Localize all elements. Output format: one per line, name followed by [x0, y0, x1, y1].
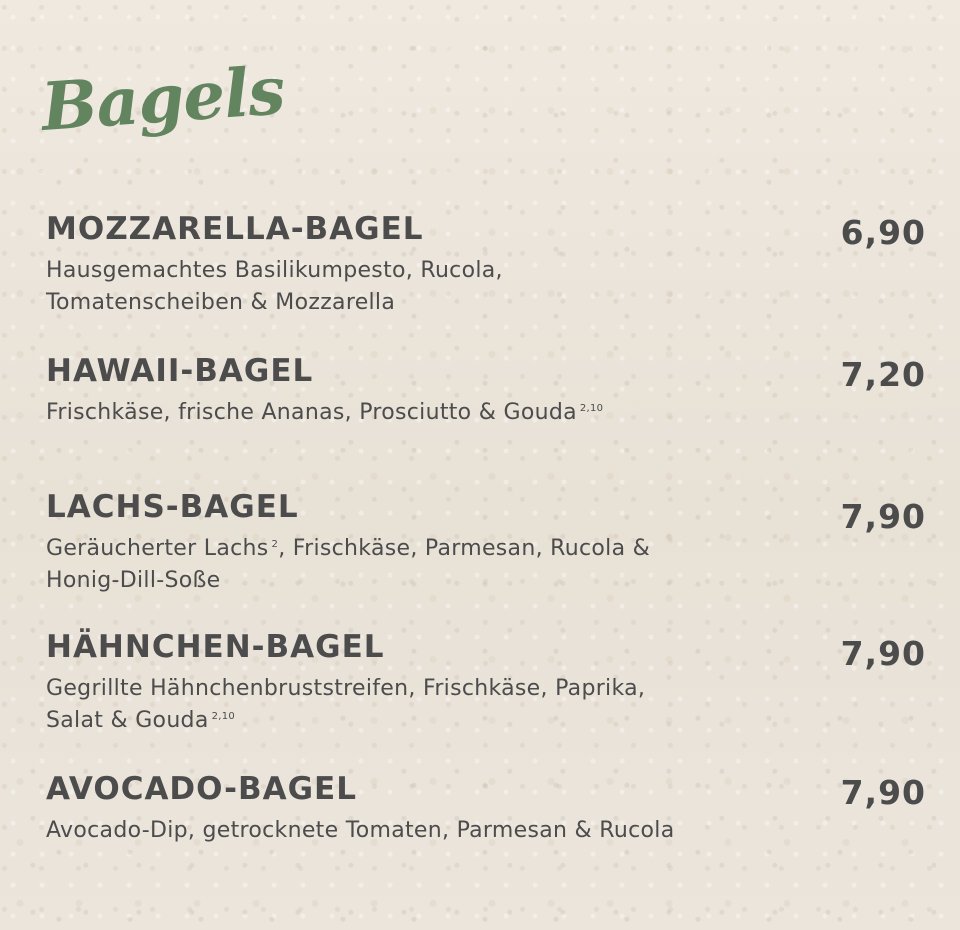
menu-item-name: HAWAII-BAGEL: [46, 353, 314, 389]
menu-section-title: Bagels: [38, 51, 287, 146]
menu-item-name: MOZZARELLA-BAGEL: [46, 211, 424, 247]
menu-item-price: 7,90: [840, 497, 926, 536]
menu-item-price: 6,90: [840, 213, 926, 252]
menu-item-price: 7,90: [840, 773, 926, 812]
menu-item-description-continuation: , Frischkäse, Parmesan, Rucola & Honig-Dill-Soße: [46, 536, 651, 593]
menu-item-description: Avocado-Dip, getrocknete Tomaten, Parmesan & Rucola: [46, 818, 675, 843]
menu-item-price: 7,90: [840, 634, 926, 673]
menu-item-description-text: Gegrillte Hähnchenbruststreifen, Frischkäse, Paprika, Salat & Gouda: [46, 676, 646, 733]
menu-item-name: LACHS-BAGEL: [46, 489, 299, 525]
menu-item-name: AVOCADO-BAGEL: [46, 771, 357, 807]
menu-item-description: [46, 533, 686, 597]
menu-item-description-text: Geräucherter Lachs: [46, 536, 269, 561]
allergen-superscript: 2: [271, 538, 279, 550]
menu-item-description-text: Frischkäse, frische Ananas, Prosciutto & Gouda: [46, 400, 577, 425]
menu-item-description: Hausgemachtes Basilikumpesto, Rucola, Tomatenscheiben & Mozzarella: [46, 258, 503, 315]
allergen-superscript: 2,10: [211, 710, 236, 722]
menu-item-price: 7,20: [840, 355, 926, 394]
menu-item-name: HÄHNCHEN-BAGEL: [46, 629, 385, 665]
menu-item-description: [46, 397, 686, 429]
menu-item-description: [46, 673, 686, 737]
allergen-superscript: 2,10: [579, 402, 604, 414]
